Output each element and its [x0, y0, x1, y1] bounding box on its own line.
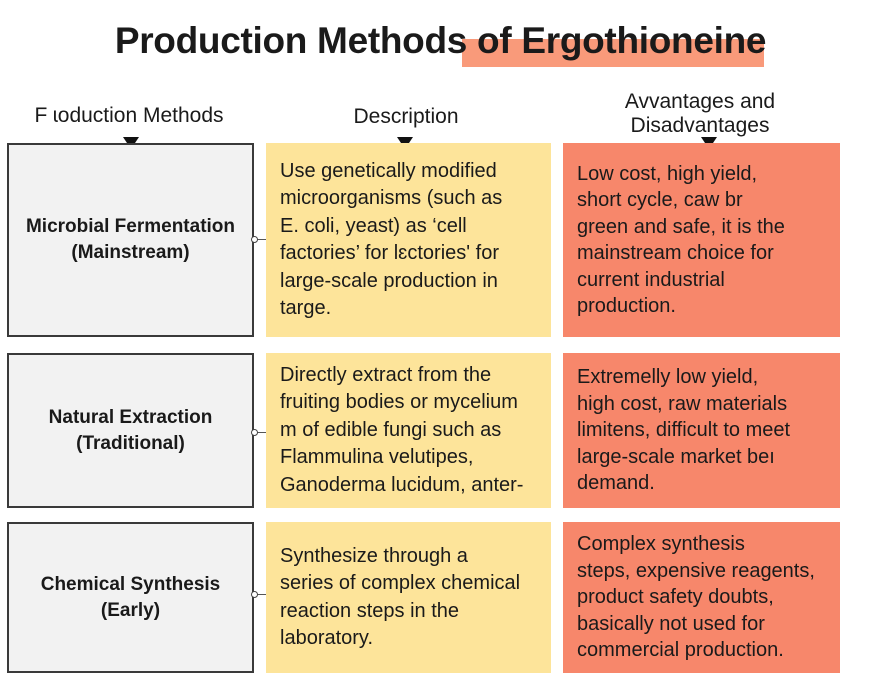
method-box-chemical-synthesis	[7, 522, 254, 673]
advantages-text: Complex synthesis steps, expensive reagents, product safety doubts, basically not used for commercial production.	[577, 533, 815, 662]
method-label: Natural Extraction (Traditional)	[48, 406, 213, 454]
title-area	[0, 18, 881, 68]
connector-dot-icon	[251, 236, 258, 243]
description-text: Synthesize through a series of complex chemical reaction steps in the laboratory.	[280, 544, 521, 649]
description-box-chemical-synthesis	[266, 522, 551, 673]
description-box-natural-extraction	[266, 353, 551, 508]
method-box-microbial-fermentation	[7, 143, 254, 337]
column-header-advantages: Avvantages and Disadvantages	[624, 90, 776, 137]
description-text: Use genetically modified microorganisms (such as E. coli, yeast) as ‘cell factories’ for lɛctories' for large-scale production in targe.	[280, 159, 503, 319]
method-label: Microbial Fermentation (Mainstream)	[25, 216, 236, 263]
advantages-text: Low cost, high yield, short cycle, caw br green and safe, it is the mainstream choice for current industrial production.	[577, 162, 785, 317]
connector-dot-icon	[251, 591, 258, 598]
connector-dot-icon	[251, 429, 258, 436]
page-title: Production Methods of Ergothioneine	[114, 20, 767, 61]
description-box-microbial-fermentation	[266, 143, 551, 337]
advantages-box-natural-extraction	[563, 353, 840, 508]
advantages-text: Extremelly low yield, high cost, raw materials limitens, difficult to meet large-scale market beı demand.	[577, 366, 791, 495]
method-box-natural-extraction	[7, 353, 254, 508]
advantages-box-chemical-synthesis	[563, 522, 840, 673]
advantages-box-microbial-fermentation	[563, 143, 840, 337]
description-text: Directly extract from the fruiting bodies or mycelium m of edible fungi such as Flammulina velutipes, Ganoderma lucidum, anter-	[280, 363, 524, 496]
column-header-description: Description	[353, 105, 459, 128]
method-label: Chemical Synthesis (Early)	[40, 573, 221, 621]
column-header-methods: F ɩoduction Methods	[34, 104, 224, 127]
